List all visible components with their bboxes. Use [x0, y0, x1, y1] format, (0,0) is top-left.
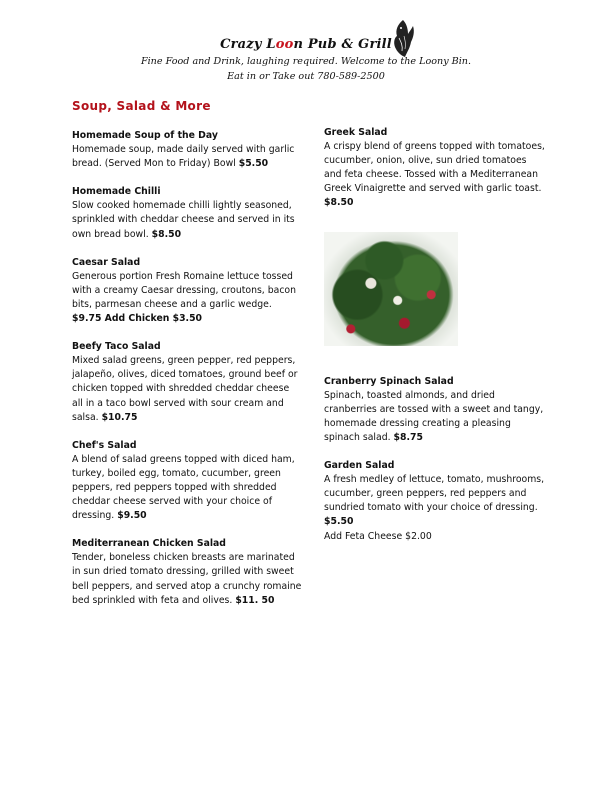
item-price: $9.75 Add Chicken $3.50 [72, 313, 203, 325]
description-text: Tender, boneless chicken breasts are marinated in sun dried tomato dressing, grilled with sweet bell peppers, and served atop a crunchy romaine bed sprinkled with feta and olives. [72, 552, 302, 606]
description-text: A blend of salad greens topped with diced ham, turkey, boiled egg, tomato, cucumber, green peppers, red peppers topped with shredded cheddar cheese served with your choice of dressing. [72, 453, 295, 522]
menu-item [72, 129, 302, 171]
item-price: $8.75 [393, 431, 423, 443]
item-name: Garden Salad [324, 460, 395, 472]
menu-item [324, 459, 546, 544]
item-addon: Add Feta Cheese $2.00 [324, 530, 432, 542]
item-price: $5.50 [238, 158, 269, 170]
item-price: $5.50 [324, 516, 354, 528]
item-description [324, 473, 546, 529]
description-text: Homemade soup, made daily served with garlic bread. (Served Mon to Friday) Bowl [72, 144, 295, 170]
description-text: A fresh medley of lettuce, tomato, mushrooms, cucumber, green peppers, red peppers and sundried tomato with your choice of dressing. [324, 474, 545, 514]
item-description [72, 199, 302, 241]
item-name: Mediterranean Chicken Salad [72, 538, 226, 550]
item-description [72, 453, 302, 523]
description-text: Slow cooked homemade chilli lightly seasoned, sprinkled with cheddar cheese and served in its own bread bowl. [72, 200, 295, 240]
item-price: $11. 50 [235, 594, 275, 606]
menu-item [72, 340, 302, 425]
brand-suffix: n Pub & Grill [293, 37, 392, 52]
contact-phone: Eat in or Take out 780-589-2500 [227, 71, 385, 82]
restaurant-name [0, 37, 612, 52]
item-description [72, 354, 302, 424]
item-name: Chef's Salad [72, 439, 137, 451]
tagline: Fine Food and Drink, laughing required. Welcome to the Loony Bin. [140, 56, 472, 67]
item-description [324, 140, 546, 210]
description-text: Generous portion Fresh Romaine lettuce tossed with a creamy Caesar dressing, croutons, bacon bits, parmesan cheese and a garlic wedge. [72, 270, 297, 310]
section-title: Soup, Salad & More [72, 99, 211, 113]
item-name: Homemade Soup of the Day [72, 130, 218, 141]
item-price: $10.75 [101, 411, 138, 423]
description-text: A crispy blend of greens topped with tomatoes, cucumber, onion, olive, sun dried tomatoes and feta cheese. Tossed with a Mediterranean Greek Vinaigrette and served with garlic toast. [324, 141, 545, 195]
menu-item [324, 375, 546, 445]
item-name: Cranberry Spinach Salad [324, 375, 454, 387]
menu-column-left [72, 129, 302, 622]
item-name: Homemade Chilli [72, 186, 161, 198]
brand-prefix: Crazy L [220, 37, 276, 52]
menu-item [72, 537, 302, 607]
item-description [72, 551, 302, 607]
menu-item [72, 185, 302, 241]
item-description [324, 389, 546, 445]
brand-oo: oo [275, 37, 294, 52]
item-price: $8.50 [324, 197, 354, 209]
description-text: Mixed salad greens, green pepper, red peppers, jalapeño, olives, diced tomatoes, ground beef or chicken topped with shredded cheddar cheese all in a taco bowl served with sour cream and salsa. [72, 355, 298, 423]
menu-item [72, 256, 302, 326]
description-text: Spinach, toasted almonds, and dried cranberries are tossed with a sweet and tangy, homemade dressing creating a pleasing spinach salad. [324, 389, 544, 443]
item-name: Beefy Taco Salad [72, 341, 161, 353]
item-price: $9.50 [117, 510, 147, 522]
item-price: $8.50 [151, 228, 182, 240]
item-description [72, 270, 302, 326]
salad-photo [324, 232, 458, 346]
menu-item [324, 126, 546, 211]
menu-item [72, 439, 302, 524]
item-description [72, 143, 302, 171]
item-name: Greek Salad [324, 127, 388, 138]
item-name: Caesar Salad [72, 256, 141, 268]
